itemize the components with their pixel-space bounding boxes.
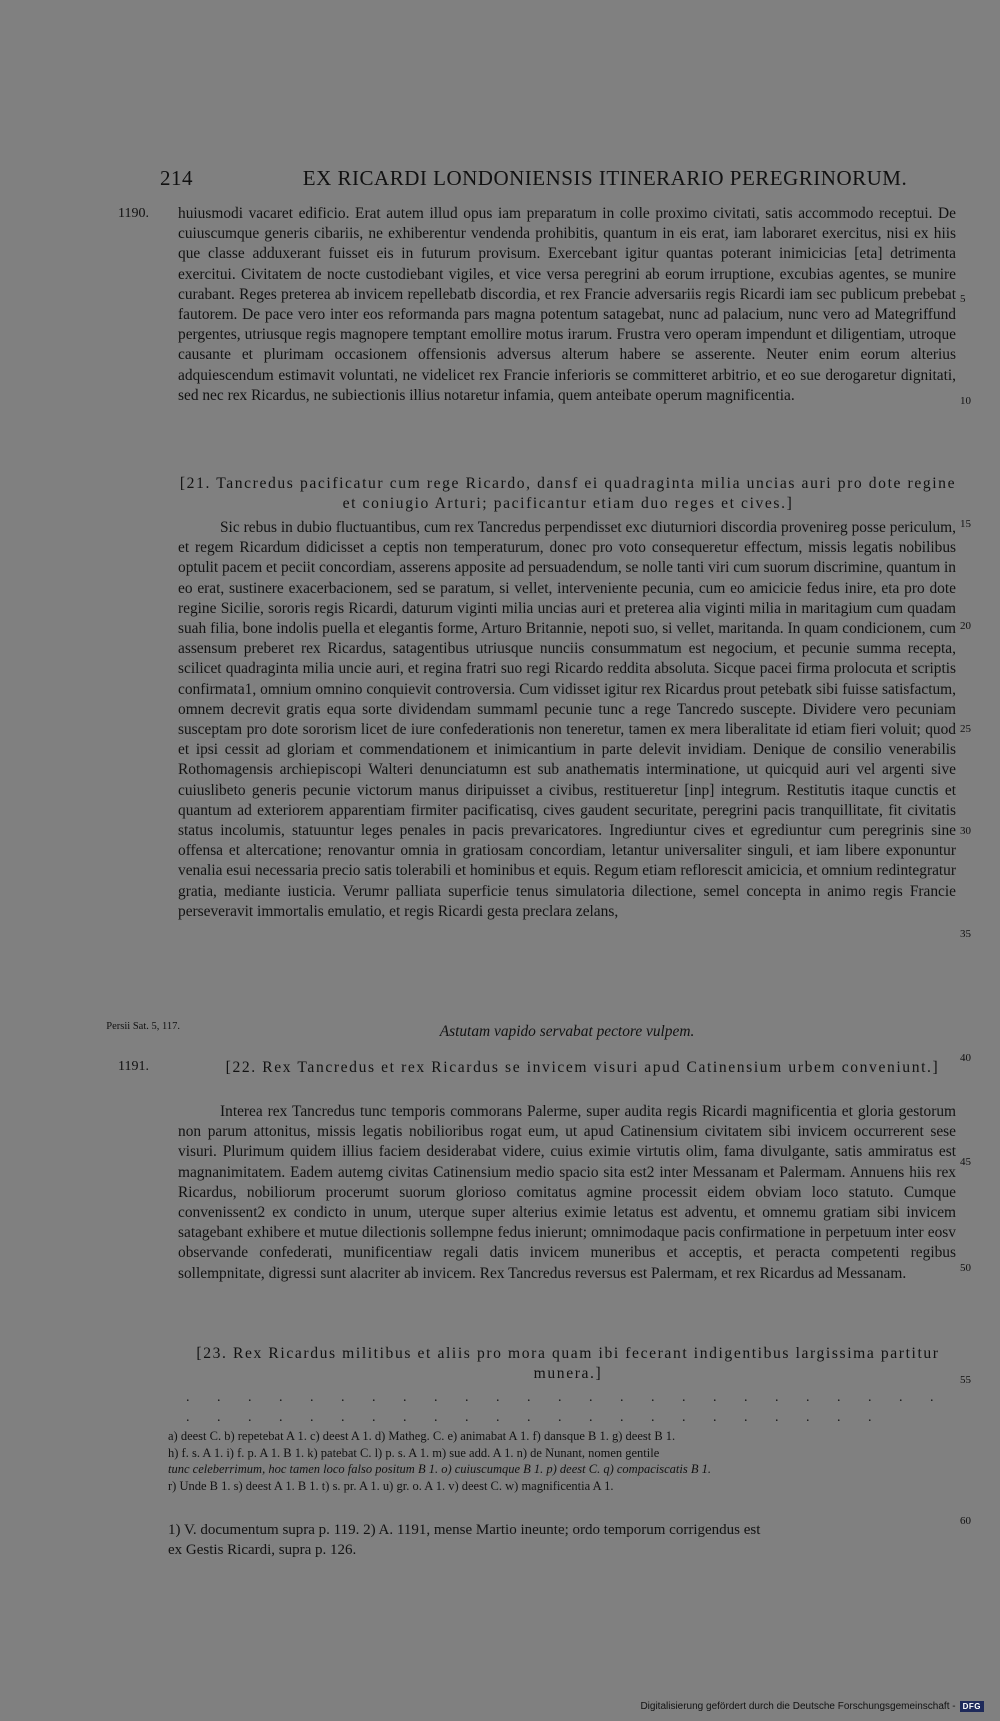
verse-text: Astutam vapido servabat pectore vulpem.	[439, 1023, 695, 1040]
paragraph-1	[178, 204, 956, 406]
line-number: 30	[960, 825, 971, 837]
chapter-23-heading	[176, 1344, 960, 1384]
line-number: 25	[960, 723, 971, 735]
chapter-21-heading	[176, 474, 960, 514]
historical-notes	[168, 1520, 958, 1560]
dots-text: . . . . . . . . . . . . . . . . . . . . . . . . . . . . . . . . . . . . . . . . . . . . . . . .	[186, 1390, 946, 1426]
margin-year-1191: 1191.	[118, 1059, 149, 1074]
digitization-credit	[640, 1701, 984, 1712]
heading-text: [21. Tancredus pacificatur cum rege Ricardo, dansf ei quadraginta milia uncias auri pro dote regine et coniugio Arturi; pacificantur etiam duo reges et cives.]	[179, 475, 957, 512]
credit-text: Digitalisierung gefördert durch die Deutsche Forschungsgemeinschaft -	[640, 1701, 956, 1712]
paragraph-2	[178, 518, 956, 922]
line-number: 5	[960, 293, 966, 305]
line-number: 15	[960, 518, 971, 530]
page-number: 214	[160, 166, 193, 190]
footnote-line: h) f. s. A 1. i) f. p. A 1. B 1. k) patebat C. l) p. s. A 1. m) sue add. A 1. n) de Nunant, nomen gentile	[168, 1445, 660, 1460]
footnote-line: r) Unde B 1. s) deest A 1. B 1. t) s. pr. A 1. u) gr. o. A 1. v) deest C. w) magnificentia A 1.	[168, 1478, 614, 1493]
line-number: 20	[960, 620, 971, 632]
footnote-line: a) deest C. b) repetebat A 1. c) deest A 1. d) Matheg. C. e) animabat A 1. f) dansque B 1. g) deest B 1.	[168, 1429, 676, 1443]
running-header	[160, 166, 940, 191]
running-title: EX RICARDI LONDONIENSIS ITINERARIO PEREGRINORUM.	[302, 166, 908, 190]
line-number: 45	[960, 1156, 971, 1168]
margin-year-1190: 1190.	[118, 206, 149, 221]
heading-text: [23. Rex Ricardus militibus et aliis pro mora quam ibi fecerant indigentibus largissima partitur munera.]	[196, 1345, 940, 1382]
heading-text: [22. Rex Tancredus et rex Ricardus se invicem visuri apud Catinensium urbem conveniunt.]	[225, 1059, 940, 1076]
paragraph-text: Interea rex Tancredus tunc temporis commorans Palerme, super audita regis Ricardi magnificentia et gloria gestorum non parum attonitus, missis legatis nobilioribus rogat eum, ut apud Catinensium civitatem sibi invicem occurrerent sese visuri. Plurimum quidem illius faciem desiderabat videre, cuius eximie virtutis olim, fama divulgante, satis ammiratus est magnanimitatem. Eadem autemg civitas Catinensium medio spacio sita est2 inter Messanam et Palermam. Annuens hiis rex Ricardus, nobiliorum procerumt suorum glorioso comitatus agmine processit eidem obviam loco statuto. Cumque convenissent2 ex condicto in unum, uterque super alterius eximie letatus est adventu, et omnemu gratiam sibi invicem satagebant exhibere et mutue dilectionis sollempne fedus inierunt; omnimodaque pacis confirmatione in perpetuum inter eosv observande confederati, munificentiaw regali datis invicem muneribus et acceptis, et peracta competenti regibus sollempnitate, digressi sunt alacriter ab invicem. Rex Tancredus reversus est Palermam, et rex Ricardus ad Messanam.	[178, 1103, 956, 1282]
paragraph-text: huiusmodi vacaret edificio. Erat autem illud opus iam preparatum in colle proximo civitati, satis accommodo receptui. De cuiuscumque generis cibariis, ne exhiberentur vendenda prohibitis, quantum in eis erat, iam laboraret exercitus, nisi ex hiis que classe adduxerant fuisset eis in futurum provisum. Exercebant igitur quantas poterant inimicicias [eta] detrimenta exercitui. Civitatem de nocte custodiebant vigiles, et vice versa peregrini ab eorum irruptione, excubias agentes, se munire curabant. Reges preterea ab invicem repellebatb discordia, et rex Francie adversariis regis Ricardi iam sec publicum prebebat fautorem. De pace vero inter eos reformanda pars magna potentum satagebat, nunc ad palacium, nunc vero ad Mategriffund pergentes, utriusque regis magnopere temptant emollire motus irarum. Frustra vero operam impendunt et diligentiam, utroque causante et plurimam occasionem offensionis adversus alterum habere se asserente. Neuter enim eorum alterius adquiescendum estimavit voluntati, ne videlicet rex Francie inferioris se committeret arbitrio, et eo sue derogaretur dignitati, sed nec rex Ricardus, ne subiectionis illius notaretur infamia, quem anteibate operum magnificentia.	[178, 205, 956, 404]
line-number: 35	[960, 928, 971, 940]
line-number: 10	[960, 395, 971, 407]
chapter-22-heading	[210, 1058, 955, 1078]
margin-note-persius: Persii Sat. 5, 117.	[106, 1021, 180, 1032]
paragraph-text: Sic rebus in dubio fluctuantibus, cum rex Tancredus perpendisset exc diuturniori discordia provenireg posse periculum, et regem Ricardum didicisset a ceptis non temperaturum, donec pro voto consequeretur effectum, missis legatis nobilibus optulit pacem et peciit concordiam, asserens apposite ad persuadendum, se nolle tanti viri cum suorum discrimine, quantum in eo erat, sustinere exacerbacionem, sed se paratum, si vellet, interveniente pecunia, cum eo amicicie fedus inire, eta pro dote regine Sicilie, sororis regis Ricardi, daturum viginti milia uncias auri et preterea alia viginti milia in maritagium cum quadam suah filia, bone indolis puella et elegantis forme, Arturo Britannie, nepoti suo, si vellet, maritanda. In quam condicionem, cum assensum preberet rex Ricardus, satagentibus utriusque nunciis consummatum est negocium, et pecunie summa recepta, scilicet quadraginta milia uncie auri, et regina fratri suo regi Ricardo reddita absoluta. Sicque pacei firma prolocuta et scriptis confirmata1, omnium omnino conquievit controversia. Cum vidisset igitur rex Ricardus prout petebatk sibi fuisse satisfactum, omnem decrevit gratis equa sorte dividendam summaml pecunie tunc a rege Tancredo suscepte. Dividere vero pecuniam susceptam pro dote sororism licet de iure confederationis non teneretur, tamen ex mera liberalitate id etiam fieri voluit; quod et ipsi cessit ad gloriam et commendationem et inimicantium in parte delevit invidiam. Denique de consilio venerabilis Rothomagensis archiepiscopi Walteri denunciatumn est sub anathematis interminatione, ut quicquid auri vel argenti sive cuiuslibeto generis pecunie victorum manus diripuisset a civibus, restitueretur [inp] integrum. Restitutis itaque cunctis et quantum ad exteriorem apparentiam firmiter pacificatisq, cives gaudent securitate, peregrini pacis tranquillitate, fit civitatis status incolumis, statuuntur leges penales in pacis prevaricatores. Ingrediuntur cives et egrediuntur cum peregrinis sine offensa et altercatione; renovantur omnia in gratiosam concordiam, letantur universaliter singuli, et iam libere exponuntur venalia esui necessaria precio satis tolerabili et hominibus et equis. Regum etiam reflorescit amicicia, et omnium redintegratur gratia, mediante iusticia. Verumr palliata superficie tenus simulatoria dilectione, semel concepta in animo regis Francie perseveravit immortalis emulatio, et regis Ricardi gesta preclara zelans,	[178, 519, 956, 920]
footnote-line: ex Gestis Ricardi, supra p. 126.	[168, 1542, 357, 1558]
line-number: 50	[960, 1262, 971, 1274]
footnote-line: 1) V. documentum supra p. 119. 2) A. 1191, mense Martio ineunte; ordo temporum corrigendus est	[168, 1522, 761, 1538]
line-number: 60	[960, 1515, 971, 1527]
line-number: 55	[960, 1374, 971, 1386]
dfg-logo-icon: DFG	[960, 1701, 984, 1712]
paragraph-3	[178, 1102, 956, 1284]
omission-dots	[186, 1388, 956, 1428]
line-number: 40	[960, 1052, 971, 1064]
critical-apparatus	[168, 1428, 958, 1494]
verse-quote	[178, 1022, 956, 1042]
footnote-line: tunc celeberrimum, hoc tamen loco falso positum B 1. o) cuiuscumque B 1. p) deest C. q) compaciscatis B 1.	[168, 1462, 711, 1476]
